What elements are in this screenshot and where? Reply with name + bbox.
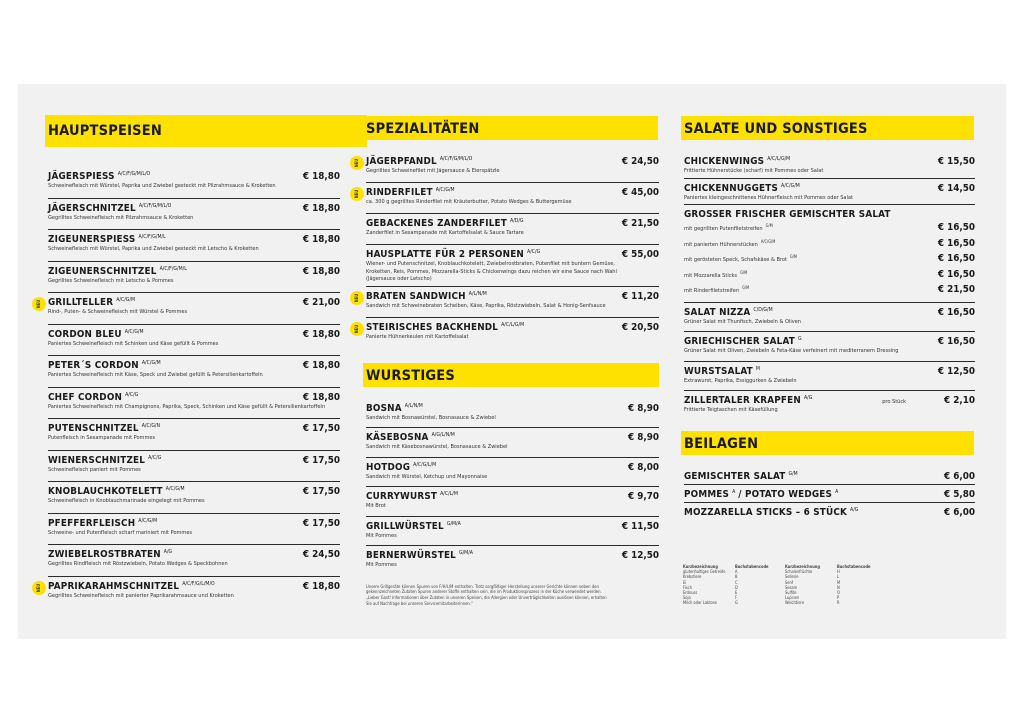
allergen-codes: A/C/G — [148, 454, 162, 461]
allergen-codes: C/D/G/M — [753, 306, 773, 313]
item-price: € 9,70 — [628, 491, 659, 503]
allergen-codes: A/C/F/G/M/L/O — [138, 202, 172, 209]
menu-item — [366, 428, 659, 458]
item-description: Sandwich mit Schweinebraten Scheiben, Käse, Paprika, Röstzwiebeln, Salat & Honig-Senfsauce — [366, 302, 606, 309]
item-price: € 5,80 — [944, 488, 975, 500]
allergen-codes: G/M/A — [446, 520, 461, 527]
item-price: € 12,50 — [621, 550, 659, 562]
item-description: Grüner Salat mit Oliven, Zwiebeln & Feta-Käse verfeinert mit mediterranem Dressing — [684, 348, 899, 355]
hauptspeisen-heading: HAUPTSPEISEN — [48, 121, 340, 157]
spezialitaeten-column — [354, 116, 659, 606]
new-badge-icon: NEU — [350, 291, 364, 305]
allergen-codes: A/G — [850, 506, 859, 513]
allergen-codes: A/C/G/M — [116, 297, 136, 303]
item-description: Schweinefleisch in Knoblauchmarinade eingelegt mit Pommes — [48, 498, 205, 504]
menu-item — [684, 332, 975, 362]
item-description: ca. 300 g gegrilltes Rinderfilet mit Kräuterbutter, Potato Wedges & Buttergemüse — [366, 199, 572, 205]
item-name: PETER´S CORDON $^{A/C/G/M}$ — [48, 360, 161, 371]
chickenwings-item — [684, 152, 975, 179]
item-description: Sandwich mit Käsebosnawürstel, Bosnasauce & Zwiebel — [366, 444, 508, 451]
allergen-codes: A/C/G/M — [435, 187, 455, 193]
item-description: Putenfleisch in Sesampanade mit Pommes — [48, 435, 156, 441]
item-description: Gegrilltes Schweinefleisch mit panierter Paprikarahmsauce und Kroketten — [48, 592, 234, 599]
menu-item — [36, 293, 340, 325]
legend-left: Kurzbezeichnung Buchstabencode glutenhaltiges Getreide A Krebstiere B Ei C Fisch D Erdnuss E Soja F Milch oder Laktose G — [683, 564, 769, 606]
new-badge-icon: NEU — [32, 297, 46, 311]
menu-item — [684, 467, 975, 485]
item-name: PUTENSCHNITZEL $^{A/C/G/N}$ — [48, 423, 160, 434]
item-name: PFEFFERFLEISCH $^{A/C/G/M}$ — [48, 517, 158, 529]
item-price: € 14,50 — [937, 182, 975, 194]
menu-item — [366, 517, 659, 547]
item-name: GRIECHISCHER SALAT $^G$ — [684, 336, 802, 348]
menu-item — [354, 183, 659, 214]
menu-item — [354, 287, 659, 318]
item-description: Zanderfilet in Sesampanade mit Kartoffelsalat & Sauce Tartare — [366, 230, 524, 236]
item-name: CHICKENWINGS $^{A/C/L/G/M}$ — [684, 156, 791, 167]
salate-heading: SALATE UND SONSTIGES — [684, 116, 975, 146]
item-description: Schweinefleisch paniert mit Pommes — [48, 466, 141, 473]
item-name: ZIGEUNERSPIESS $^{A/C/F/G/M/L}$ — [48, 234, 166, 245]
item-price: € 16,50 — [937, 253, 975, 265]
item-name: CHEF CORDON $^{A/C/G}$ — [48, 391, 139, 403]
menu-item — [48, 230, 340, 262]
menu-item — [48, 167, 340, 199]
allergen-codes: A/C/G/L/M — [413, 461, 437, 468]
item-name: PAPRIKARAHMSCHNITZEL $^{A/C/F/G/L/M/O}$ — [48, 580, 215, 592]
legend-right: Kurzbezeichnung Buchstabencode Schalenfrüchte H Sellerie L Senf M Sesam N Sulfite O Lupinen P Weichtiere R — [785, 564, 871, 606]
allergen-codes: A — [732, 488, 736, 495]
item-price: € 6,00 — [944, 506, 975, 518]
item-description: Schweinefleisch mit Würstel, Paprika und Zwiebel gesteckt mit Letscho & Kroketten — [48, 246, 259, 252]
item-price: € 12,50 — [937, 365, 975, 377]
item-name: HAUSPLATTE FÜR 2 PERSONEN $^{A/C/G}$ — [366, 249, 541, 260]
item-name: BRATEN SANDWICH $^{A/L/N/M}$ — [366, 290, 487, 302]
item-price: € 21,50 — [937, 284, 975, 296]
allergen-codes: A/C/F/G/M/L/O — [117, 171, 151, 177]
item-name: KNOBLAUCHKOTELETT $^{A/C/G/M}$ — [48, 486, 185, 497]
menu-item — [354, 152, 659, 183]
new-badge-icon: NEU — [350, 322, 364, 336]
menu-item — [366, 546, 659, 576]
item-description: Paniertes Schweinefleisch mit Champignons, Paprika, Speck, Schinken und Käse gefüllt & Petersilienkartoffeln — [48, 403, 326, 410]
item-description: Gegrilltes Rindfleisch mit Röstzwiebeln, Potato Wedges & Speckbohnen — [48, 561, 228, 567]
salate-list — [684, 303, 975, 392]
item-price: € 17,50 — [302, 454, 340, 466]
allergen-codes: M — [755, 365, 760, 372]
item-price: € 18,80 — [302, 202, 340, 214]
item-price: € 18,80 — [302, 265, 340, 277]
menu-item — [48, 451, 340, 483]
salad-option: mit gerösteten Speck, Schafskäse & Brot$^{G/M}$ € 16,50 — [684, 253, 975, 265]
item-name: GROSSER FRISCHER GEMISCHTER SALAT — [684, 209, 891, 221]
menu-item — [36, 577, 340, 609]
item-name: SALAT NIZZA $^{C/D/G/M}$ — [684, 306, 773, 318]
item-price: € 8,90 — [628, 432, 659, 444]
salad-option: mit gegrillten Putenfiletstreifen$^{G/M}$ € 16,50 — [684, 222, 975, 234]
menu-item — [684, 503, 975, 521]
item-name: RINDERFILET $^{A/C/G/M}$ — [366, 187, 455, 198]
item-description: Rind-, Puten- & Schweinefleisch mit Würstel & Pommes — [48, 309, 188, 315]
grosser-salat-item — [684, 205, 975, 303]
item-price: € 24,50 — [302, 549, 340, 560]
item-price: € 16,50 — [937, 222, 975, 234]
salad-option: mit panierten Hühnerstücken$^{A/C/G/M}$ € 16,50 — [684, 237, 975, 249]
allergen-note: Unsere Grillgeräte können Spuren von F/H/L/M enthalten. Trotz sorgfältiger Herstellung unserer Gerichte können neben den gekennzeichneten Zutaten Spuren anderer Stoffe enthalten sein, die im Produktionsprozess in der Küche verwendet werden. „Lieber Gast! Informationen über Zutaten in unseren Speisen, die Allergien oder Unverträglichkeiten auslösen können, erhalten Sie auf Nachfrage bei unseren Servicemitarbeiterinnen.“ — [366, 583, 607, 606]
menu-item — [48, 199, 340, 231]
item-name: BOSNA $^{A/L/N/M}$ — [366, 402, 423, 414]
menu-card — [18, 84, 1006, 639]
item-name: KÄSEBOSNA $^{A/G/L/N/M}$ — [366, 432, 455, 444]
allergen-codes: G/M — [788, 470, 798, 477]
item-name: GRILLTELLER $^{A/C/G/M}$ — [48, 297, 136, 308]
item-name: CHICKENNUGGETS $^{A/C/G/M}$ — [684, 182, 800, 194]
hauptspeisen-list — [36, 167, 340, 608]
beilagen-heading: BEILAGEN — [684, 431, 975, 461]
salat-options — [684, 222, 975, 300]
item-name: BERNERWÜRSTEL $^{G/M/A}$ — [366, 550, 473, 562]
item-name: MOZZARELLA STICKS – 6 STÜCK $^{A/G}$ — [684, 506, 859, 518]
menu-item — [48, 356, 340, 388]
item-price: € 17,50 — [302, 517, 340, 529]
item-price: € 8,90 — [628, 402, 659, 414]
item-description: Wiener- und Putenschnitzel, Knoblauchkotelett, Zwiebelrostbraten, Putenfilet mit buntem Gemüse, Kroketten, Reis, Pommes, Mozzarella-Sticks & Chickenwings dazu reichen wir eine Sauce nach Wahl (Jägersauce oder Letscho) — [366, 261, 617, 283]
item-price: € 11,20 — [621, 290, 659, 302]
new-badge-icon: NEU — [32, 581, 46, 595]
item-price: € 21,00 — [302, 297, 340, 308]
menu-item — [684, 362, 975, 392]
salad-option: mit Rinderfiletstreifen$^{G/M}$ € 21,50 — [684, 284, 975, 296]
item-description: Paniertes kleingeschnittenes Hühnerfleisch mit Pommes oder Salat — [684, 194, 853, 201]
item-name: ZWIEBELROSTBRATEN $^{A/G}$ — [48, 549, 173, 560]
allergen-codes: A/G/L/N/M — [431, 432, 455, 439]
item-price: € 20,50 — [621, 321, 659, 333]
new-badge-icon: NEU — [350, 187, 364, 201]
item-price: € 15,50 — [937, 156, 975, 167]
item-name: JÄGERPFANDL $^{A/C/F/G/M/L/O}$ — [366, 156, 473, 167]
hauptspeisen-column — [36, 121, 340, 608]
item-price: € 17,50 — [302, 486, 340, 497]
per-piece-label: pro Stück — [882, 399, 907, 406]
menu-item — [48, 325, 340, 357]
allergen-codes: A/C/G/M — [165, 486, 185, 492]
allergen-codes: A/C/G/M — [124, 328, 144, 335]
item-description: Paniertes Schweinefleisch mit Schinken und Käse gefüllt & Pommes — [48, 340, 219, 347]
item-description: Mit Brot — [366, 503, 386, 510]
allergen-codes: A/C/G/M — [141, 360, 161, 366]
salate-column — [684, 116, 975, 521]
allergen-codes: G/M/A — [458, 550, 473, 557]
item-price: € 45,00 — [621, 187, 659, 198]
allergen-codes: A/C/G/N — [141, 423, 160, 429]
allergen-codes: A/C/G/M — [138, 517, 158, 524]
item-name: STEIRISCHES BACKHENDL $^{A/C/L/G/M}$ — [366, 321, 525, 333]
item-price: € 16,50 — [937, 336, 975, 348]
item-price: € 18,80 — [302, 580, 340, 592]
allergen-codes: A/D/G — [510, 218, 524, 224]
allergen-codes: A/L/N/M — [404, 402, 423, 409]
krapfen-item — [684, 391, 975, 417]
item-name: GEBACKENES ZANDERFILET $^{A/D/G}$ — [366, 218, 524, 229]
beilagen-list — [684, 467, 975, 521]
menu-item — [366, 487, 659, 517]
allergen-codes: A/C/F/G/M/L — [138, 234, 166, 240]
menu-item — [48, 514, 340, 546]
item-description: Frittierte Hühnerstücke (scharf) mit Pommes oder Salat — [684, 168, 824, 174]
item-name: JÄGERSCHNITZEL $^{A/C/F/G/M/L/O}$ — [48, 202, 172, 214]
item-name: POMMES $^A$ / POTATO WEDGES $^A$ — [684, 488, 839, 500]
item-description: Sandwich mit Würstel, Ketchup und Mayonnaise — [366, 473, 488, 480]
item-description: Gegrilltes Schweinefilet mit Jägersauce & Eierspätzle — [366, 168, 500, 174]
allergen-codes: A/C/L/M — [440, 491, 458, 498]
menu-item — [48, 545, 340, 577]
item-price: € 16,50 — [937, 306, 975, 318]
item-price: € 16,50 — [937, 268, 975, 280]
item-price: € 17,50 — [302, 423, 340, 434]
allergen-codes: A/L/N/M — [468, 290, 487, 297]
menu-item — [366, 458, 659, 488]
allergen-codes: A/C/G — [527, 249, 541, 255]
item-price: € 24,50 — [621, 156, 659, 167]
spezialitaeten-heading: SPEZIALITÄTEN — [366, 116, 659, 146]
menu-item — [684, 303, 975, 333]
item-description: Sandwich mit Bosnawürstel, Bosnasauce & Zwiebel — [366, 414, 496, 421]
item-name: GRILLWÜRSTEL $^{G/M/A}$ — [366, 520, 461, 532]
item-price: € 55,00 — [621, 249, 659, 260]
menu-item — [366, 399, 659, 429]
wurstiges-heading: WURSTIGES — [366, 363, 659, 393]
menu-item — [48, 419, 340, 451]
allergen-codes: A/G — [163, 549, 173, 555]
item-name: ZILLERTALER KRAPFEN $^{A/G}$ — [684, 395, 813, 407]
allergen-codes: A/C/F/G/M/L/O — [439, 156, 473, 162]
item-price: € 8,00 — [628, 461, 659, 473]
item-price: € 16,50 — [937, 237, 975, 249]
item-description: Paniertes Schweinefleisch mit Käse, Speck und Zwiebel gefüllt & Petersilienkartoffeln — [48, 372, 263, 378]
item-name: JÄGERSPIESS $^{A/C/F/G/M/L/O}$ — [48, 171, 151, 182]
menu-item — [354, 318, 659, 349]
item-description: Frittierte Teigtaschen mit Käsefüllung — [684, 407, 778, 414]
item-price: € 2,10 — [944, 395, 975, 407]
item-price: € 18,80 — [302, 391, 340, 403]
allergen-codes: A/C/F/G/L/M/O — [182, 580, 215, 587]
item-description: Panierte Hühnerkeulen mit Kartoffelsalat — [366, 333, 469, 340]
item-name: CORDON BLEU $^{A/C/G/M}$ — [48, 328, 144, 340]
menu-item — [48, 388, 340, 420]
item-description: Mit Pommes — [366, 532, 397, 539]
menu-item — [366, 245, 659, 287]
item-description: Gegrilltes Schweinefleisch mit Pilzrahmsauce & Kroketten — [48, 214, 194, 221]
item-description: Schweinefleisch mit Würstel, Paprika und Zwiebel gesteckt mit Pilzrahmsauce & Kroketten — [48, 183, 276, 189]
item-name: WURSTSALAT $^M$ — [684, 365, 760, 377]
allergen-codes: A/C/F/G/M/L — [159, 265, 187, 272]
item-price: € 18,80 — [302, 328, 340, 340]
chickennuggets-item — [684, 179, 975, 206]
menu-item — [48, 262, 340, 294]
item-description: Gegrilltes Schweinefleisch mit Letscho & Pommes — [48, 277, 174, 284]
menu-item — [48, 482, 340, 514]
menu-item — [684, 485, 975, 503]
item-description: Extrawurst, Paprika, Essiggurken & Zwiebeln — [684, 377, 797, 384]
item-price: € 21,50 — [621, 218, 659, 229]
allergen-codes: A/C/L/G/M — [501, 321, 525, 328]
new-badge-icon: NEU — [350, 156, 364, 170]
item-name: GEMISCHTER SALAT $^{G/M}$ — [684, 470, 798, 482]
item-name: ZIGEUNERSCHNITZEL $^{A/C/F/G/M/L}$ — [48, 265, 187, 277]
item-name: HOTDOG $^{A/C/G/L/M}$ — [366, 461, 437, 473]
allergen-codes: G — [797, 336, 802, 343]
item-name: WIENERSCHNITZEL $^{A/C/G}$ — [48, 454, 162, 466]
salad-option: mit Mozzarella Sticks$^{G/M}$ € 16,50 — [684, 268, 975, 280]
wurstiges-list — [366, 399, 659, 576]
item-price: € 11,50 — [621, 520, 659, 532]
allergen-legend — [683, 564, 879, 606]
item-price: € 18,80 — [302, 360, 340, 371]
item-name: CURRYWURST $^{A/C/L/M}$ — [366, 491, 458, 503]
item-description: Mit Pommes — [366, 562, 397, 569]
item-description: Grüner Salat mit Thunfisch, Zwiebeln & Oliven — [684, 318, 801, 325]
allergen-codes: A/C/G — [125, 391, 139, 398]
item-price: € 18,80 — [302, 234, 340, 245]
spezialitaeten-list — [354, 152, 659, 349]
item-description: Schweine- und Putenfleisch scharf mariniert mit Pommes — [48, 529, 193, 536]
menu-item — [366, 214, 659, 245]
item-price: € 6,00 — [944, 470, 975, 482]
item-price: € 18,80 — [302, 171, 340, 182]
